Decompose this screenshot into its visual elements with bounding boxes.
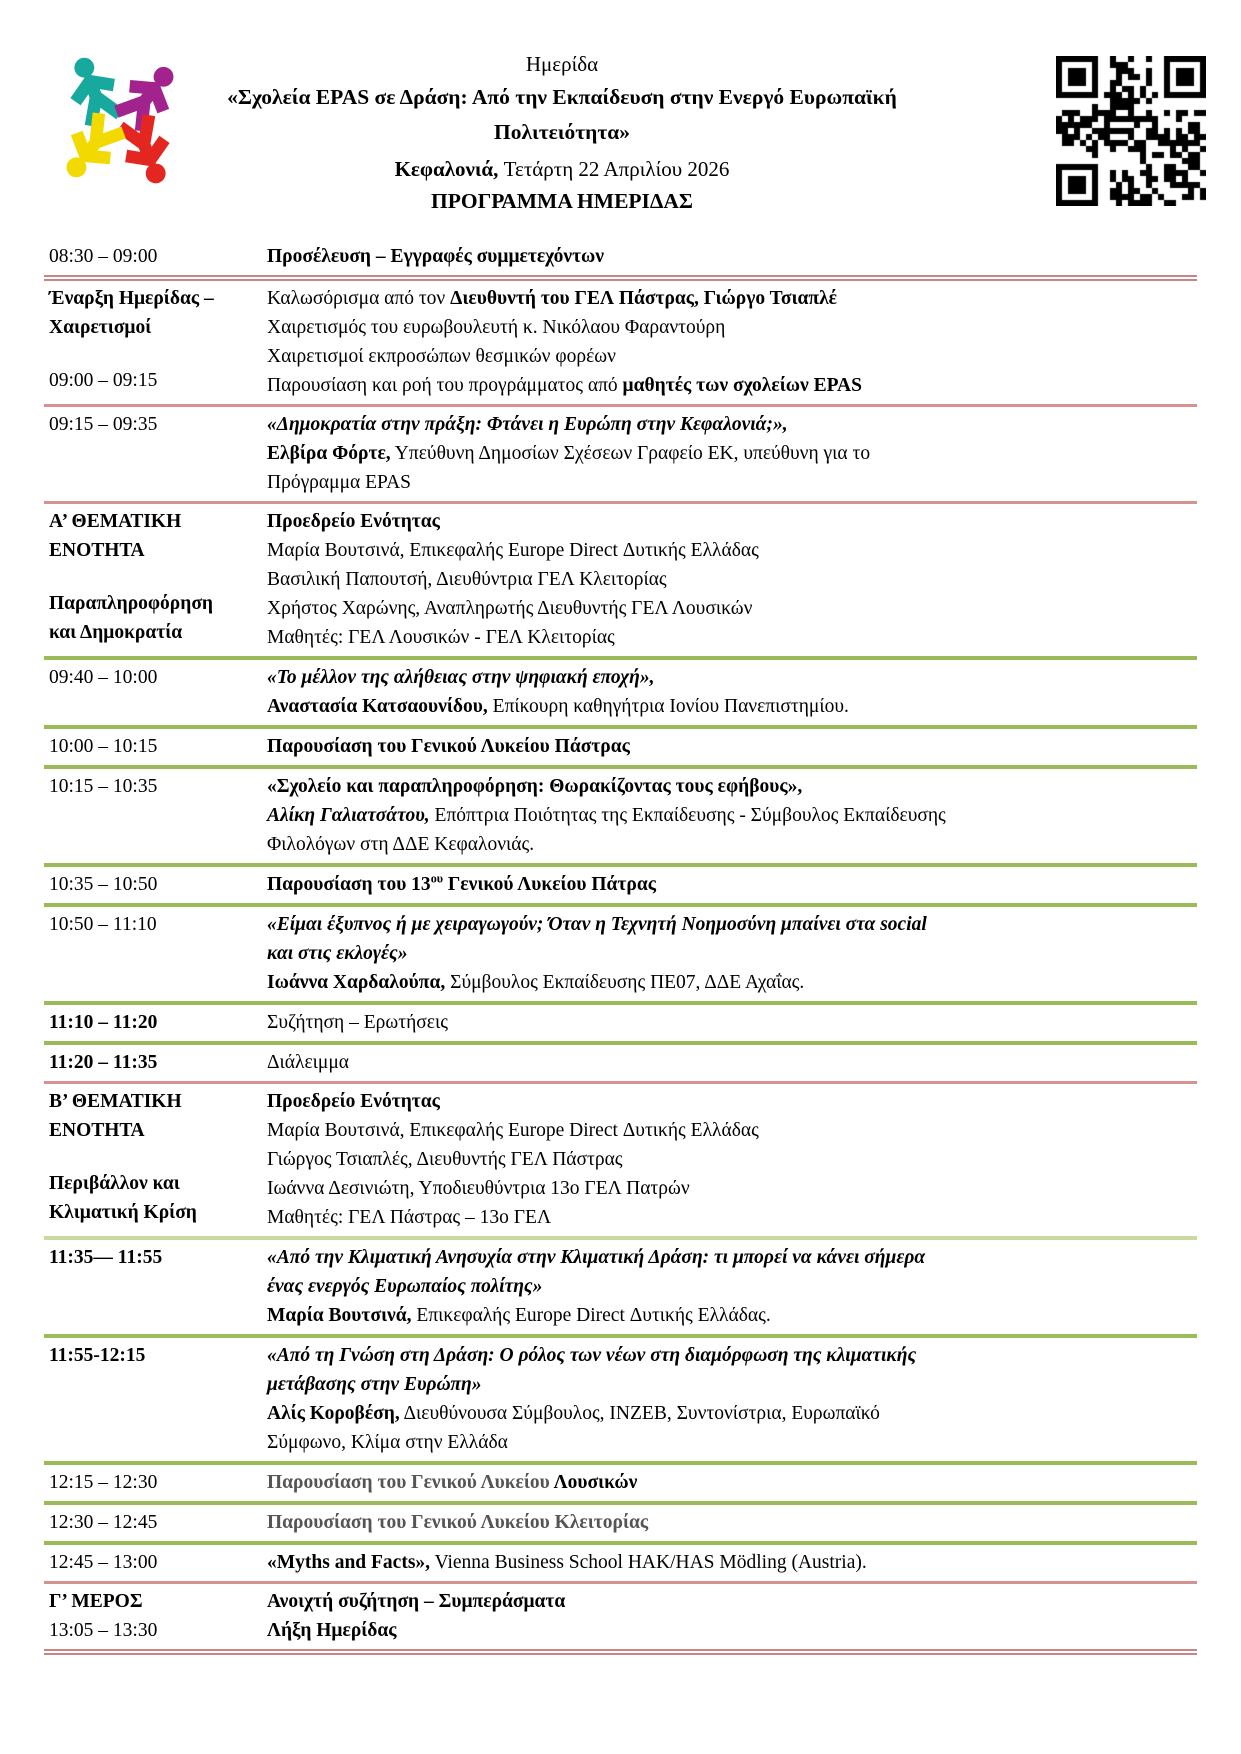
session-line: «Από την Κλιματική Ανησυχία στην Κλιματική Δράση: τι μπορεί να κάνει σήμερα: [267, 1247, 926, 1268]
document-header: [188, 48, 936, 187]
event-logo: [52, 52, 188, 188]
time-cell-line: Κλιματική Κρίση: [49, 1202, 197, 1223]
time-cell-line: 12:30 – 12:45: [49, 1512, 158, 1533]
session-line: Προεδρείο Ενότητας: [267, 1091, 440, 1112]
session-line: Καλωσόρισμα από τον Διευθυντή του ΓΕΛ Πάστρας, Γιώργο Τσιαπλέ: [267, 288, 837, 309]
program-row: [44, 907, 1197, 1005]
program-row: [44, 1045, 1197, 1084]
time-cell-line: Χαιρετισμοί: [49, 317, 152, 338]
time-cell-line: 11:35— 11:55: [49, 1247, 163, 1268]
session-line: Ιωάννα Χαρδαλούπα, Σύμβουλος Εκπαίδευσης ΠΕ07, ΔΔΕ Αχαΐας.: [267, 972, 805, 993]
program-row: [44, 1084, 1197, 1240]
session-line: «Myths and Facts», Vienna Business School HAK/HAS Mödling (Austria).: [267, 1552, 867, 1573]
time-cell: [44, 1045, 267, 1081]
session-cell: [267, 1584, 1197, 1649]
session-cell: [267, 1084, 1197, 1236]
session-line: Μαρία Βουτσινά, Επικεφαλής Europe Direct Δυτικής Ελλάδας: [267, 1120, 759, 1141]
program-title: ΠΡΟΓΡΑΜΜΑ ΗΜΕΡΙΔΑΣ: [431, 189, 693, 213]
session-cell: [267, 1338, 1197, 1461]
program-row: [44, 1584, 1197, 1655]
session-cell: [267, 907, 1197, 1001]
session-line: Παρουσίαση του Γενικού Λυκείου Λουσικών: [267, 1472, 638, 1493]
time-cell-line: 09:00 – 09:15: [49, 370, 158, 391]
session-line: Παρουσίαση του Γενικού Λυκείου Πάστρας: [267, 736, 630, 757]
session-line: Διάλειμμα: [267, 1052, 350, 1073]
program-row: [44, 504, 1197, 660]
event-title: «Σχολεία EPAS σε Δράση: Από την Εκπαίδευση στην Ενεργό Ευρωπαϊκή Πολιτειότητα»: [227, 85, 897, 144]
session-line: Λήξη Ημερίδας: [267, 1620, 397, 1641]
time-cell-line: ΕΝΟΤΗΤΑ: [49, 1120, 145, 1141]
session-line: Φιλολόγων στη ΔΔΕ Κεφαλονιάς.: [267, 834, 535, 855]
session-cell: [267, 1045, 1197, 1081]
time-cell-line: 10:35 – 10:50: [49, 874, 158, 895]
session-line: μετάβασης στην Ευρώπη»: [267, 1374, 482, 1395]
session-cell: [267, 867, 1197, 903]
program-row: [44, 1465, 1197, 1505]
session-line: Γιώργος Τσιαπλές, Διευθυντής ΓΕΛ Πάστρας: [267, 1149, 623, 1170]
program-row: [44, 1240, 1197, 1338]
program-row: [44, 729, 1197, 769]
time-cell-line: 09:15 – 09:35: [49, 414, 158, 435]
time-cell: [44, 1240, 267, 1276]
time-cell: [44, 769, 267, 805]
event-type: Ημερίδα: [525, 52, 599, 76]
session-line: Αλίς Κοροβέση, Διευθύνουσα Σύμβουλος, INZEB, Συντονίστρια, Ευρωπαϊκό: [267, 1403, 880, 1424]
program-row: [44, 407, 1197, 504]
time-cell-line: 10:15 – 10:35: [49, 776, 158, 797]
qr-code-image: [1056, 56, 1206, 206]
time-cell: [44, 1584, 267, 1649]
session-line: Χαιρετισμοί εκπροσώπων θεσμικών φορέων: [267, 346, 616, 367]
time-cell-line: Β’ ΘΕΜΑΤΙΚΗ: [49, 1091, 182, 1112]
time-cell: [44, 729, 267, 765]
program-row: [44, 1338, 1197, 1465]
program-row: [44, 1545, 1197, 1584]
time-cell: [44, 504, 267, 651]
time-cell: [44, 660, 267, 696]
session-line: και στις εκλογές»: [267, 943, 408, 964]
session-cell: [267, 769, 1197, 863]
event-date: Τετάρτη 22 Απριλίου 2026: [503, 157, 730, 181]
program-row: [44, 769, 1197, 867]
session-line: Χαιρετισμός του ευρωβουλευτή κ. Νικόλαου Φαραντούρη: [267, 317, 726, 338]
time-cell-line: 11:20 – 11:35: [49, 1052, 158, 1073]
time-cell-spacer: [49, 1145, 267, 1169]
time-cell-spacer: [49, 565, 267, 589]
time-cell-line: 08:30 – 09:00: [49, 246, 158, 267]
program-table: [44, 239, 1197, 1655]
time-cell-spacer: [49, 342, 267, 366]
program-row: [44, 1005, 1197, 1045]
session-line: Χρήστος Χαρώνης, Αναπληρωτής Διευθυντής ΓΕΛ Λουσικών: [267, 598, 753, 619]
session-line: «Σχολείο και παραπληροφόρηση: Θωρακίζοντας τους εφήβους»,: [267, 776, 803, 797]
session-cell: [267, 504, 1197, 656]
time-cell: [44, 407, 267, 443]
time-cell: [44, 281, 267, 399]
session-line: «Είμαι έξυπνος ή με χειραγωγούν; Όταν η Τεχνητή Νοημοσύνη μπαίνει στα social: [267, 914, 927, 935]
session-line: Μαθητές: ΓΕΛ Πάστρας – 13ο ΓΕΛ: [267, 1207, 552, 1228]
time-cell-line: 10:00 – 10:15: [49, 736, 158, 757]
program-row: [44, 867, 1197, 907]
time-cell: [44, 239, 267, 275]
time-cell: [44, 867, 267, 903]
event-date-line: [188, 152, 936, 187]
session-cell: [267, 407, 1197, 501]
time-cell-line: 13:05 – 13:30: [49, 1620, 158, 1641]
session-line: Βασιλική Παπουτσή, Διευθύντρια ΓΕΛ Κλειτορίας: [267, 569, 667, 590]
program-row: [44, 660, 1197, 729]
session-cell: [267, 660, 1197, 725]
session-cell: [267, 1545, 1197, 1581]
time-cell-line: και Δημοκρατία: [49, 622, 183, 643]
event-location: Κεφαλονιά,: [394, 157, 504, 181]
session-line: Συζήτηση – Ερωτήσεις: [267, 1012, 448, 1033]
session-line: Μαθητές: ΓΕΛ Λουσικών - ΓΕΛ Κλειτορίας: [267, 627, 615, 648]
time-cell-line: Γ’ ΜΕΡΟΣ: [49, 1591, 143, 1612]
session-line: Παρουσίαση και ροή του προγράμματος από μαθητές των σχολείων EPAS: [267, 375, 862, 396]
session-line: «Δημοκρατία στην πράξη: Φτάνει η Ευρώπη στην Κεφαλονιά;»,: [267, 414, 788, 435]
session-line: Σύμφωνο, Κλίμα στην Ελλάδα: [267, 1432, 508, 1453]
session-line: Παρουσίαση του $13^{o\upsilon}$ Γενικού Λυκείου Πάτρας: [267, 871, 656, 895]
session-line: Ιωάννα Δεσινιώτη, Υποδιευθύντρια 13ο ΓΕΛ Πατρών: [267, 1178, 690, 1199]
session-cell: [267, 239, 1197, 275]
time-cell: [44, 1545, 267, 1581]
session-line: Μαρία Βουτσινά, Επικεφαλής Europe Direct Δυτικής Ελλάδας: [267, 540, 759, 561]
time-cell-line: 11:55-12:15: [49, 1345, 146, 1366]
session-cell: [267, 281, 1197, 404]
program-row: [44, 281, 1197, 407]
time-cell-line: 11:10 – 11:20: [49, 1012, 158, 1033]
program-row: [44, 239, 1197, 281]
session-cell: [267, 1005, 1197, 1041]
time-cell-line: 12:15 – 12:30: [49, 1472, 158, 1493]
session-line: Προσέλευση – Εγγραφές συμμετεχόντων: [267, 246, 605, 267]
program-row: [44, 1505, 1197, 1545]
session-line: Μαρία Βουτσινά, Επικεφαλής Europe Direct Δυτικής Ελλάδας.: [267, 1305, 771, 1326]
time-cell-line: 10:50 – 11:10: [49, 914, 157, 935]
session-cell: [267, 1505, 1197, 1541]
time-cell: [44, 907, 267, 943]
session-line: Πρόγραμμα EPAS: [267, 472, 412, 493]
session-cell: [267, 1465, 1197, 1501]
time-cell-line: 12:45 – 13:00: [49, 1552, 158, 1573]
session-line: Ανοιχτή συζήτηση – Συμπεράσματα: [267, 1591, 566, 1612]
session-line: Αναστασία Κατσαουνίδου, Επίκουρη καθηγήτρια Ιονίου Πανεπιστημίου.: [267, 696, 849, 717]
session-line: Προεδρείο Ενότητας: [267, 511, 440, 532]
session-line: «Το μέλλον της αλήθειας στην ψηφιακή εποχή»,: [267, 667, 655, 688]
time-cell: [44, 1084, 267, 1231]
time-cell: [44, 1465, 267, 1501]
session-line: Αλίκη Γαλιατσάτου, Επόπτρια Ποιότητας της Εκπαίδευσης - Σύμβουλος Εκπαίδευσης: [267, 805, 946, 826]
people-figures-logo: [52, 52, 188, 188]
time-cell-line: Παραπληροφόρηση: [49, 593, 213, 614]
time-cell: [44, 1505, 267, 1541]
time-cell-line: Α’ ΘΕΜΑΤΙΚΗ: [49, 511, 182, 532]
session-line: ένας ενεργός Ευρωπαίος πολίτης»: [267, 1276, 543, 1297]
time-cell-line: Έναρξη Ημερίδας –: [49, 288, 214, 309]
session-line: Παρουσίαση του Γενικού Λυκείου Κλειτορίας: [267, 1512, 649, 1533]
session-cell: [267, 729, 1197, 765]
time-cell: [44, 1338, 267, 1374]
session-line: Ελβίρα Φόρτε, Υπεύθυνη Δημοσίων Σχέσεων Γραφείο ΕΚ, υπεύθυνη για το: [267, 443, 871, 464]
time-cell-line: ΕΝΟΤΗΤΑ: [49, 540, 145, 561]
session-line: «Από τη Γνώση στη Δράση: Ο ρόλος των νέων στη διαμόρφωση της κλιματικής: [267, 1345, 917, 1366]
time-cell-line: Περιβάλλον και: [49, 1173, 180, 1194]
time-cell: [44, 1005, 267, 1041]
time-cell-line: 09:40 – 10:00: [49, 667, 158, 688]
session-cell: [267, 1240, 1197, 1334]
qr-code: [1056, 56, 1206, 206]
